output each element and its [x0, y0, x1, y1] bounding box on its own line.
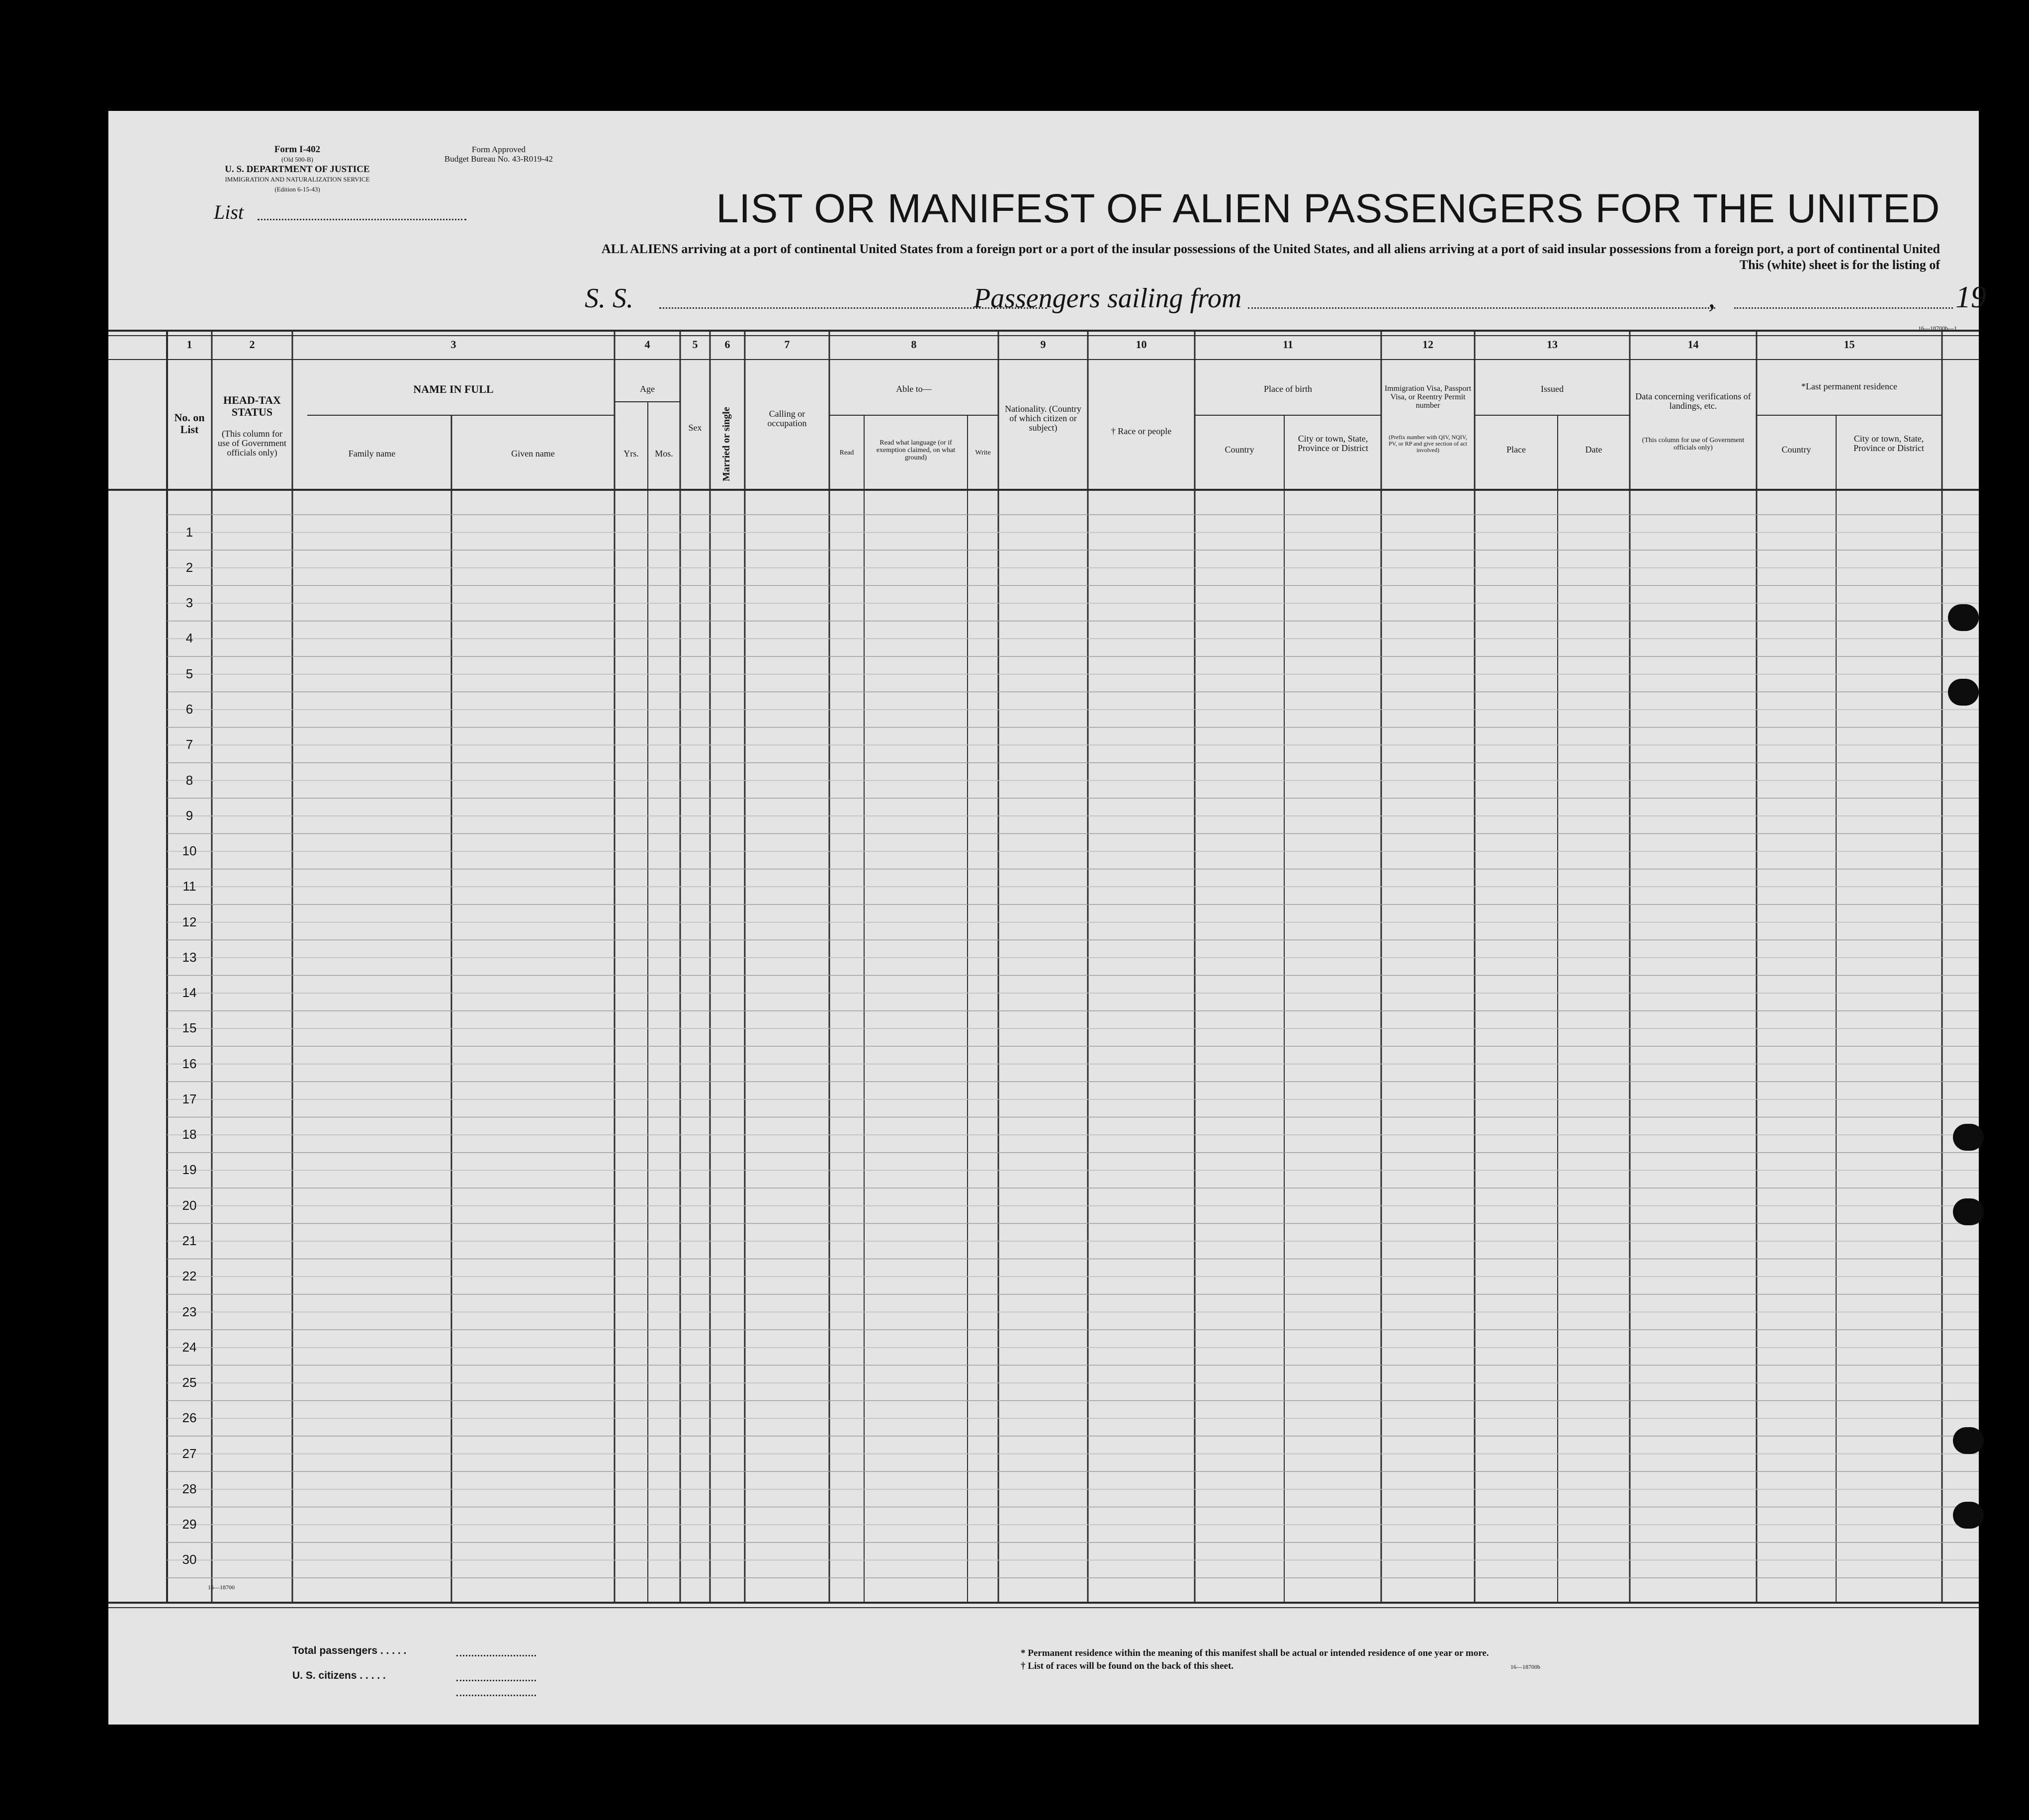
row-number: 3	[185, 595, 193, 611]
header-read: Read	[839, 449, 854, 456]
service-name: IMMIGRATION AND NATURALIZATION SERVICE	[225, 176, 370, 183]
row-number: 2	[185, 559, 193, 575]
row-number: 29	[182, 1517, 197, 1532]
row-number: 5	[185, 666, 193, 681]
print-code-top: 16—18700b—1	[1918, 325, 1957, 332]
punch-hole	[1953, 1124, 1984, 1151]
approved-label: Form Approved	[471, 145, 526, 154]
header-age: Age	[640, 384, 655, 394]
column-number-15: 15	[1844, 338, 1855, 351]
header-married-or-single: Married or single	[721, 407, 732, 481]
header-place-of-birth: Place of birth	[1264, 384, 1312, 394]
manifest-sheet	[108, 111, 1986, 1725]
row-number: 1	[185, 524, 193, 540]
column-number-14: 14	[1687, 338, 1699, 351]
us-citizens-field[interactable]	[456, 1680, 536, 1681]
header-family-name: Family name	[348, 449, 396, 458]
header-age-months: Mos.	[655, 449, 673, 458]
row-number: 4	[185, 631, 193, 646]
form-edition: (Edition 6-15-43)	[274, 185, 320, 193]
ship-label: S. S.	[585, 283, 633, 314]
header-race: † Race or people	[1111, 426, 1172, 436]
row-number: 26	[182, 1410, 197, 1426]
row-number: 19	[182, 1162, 197, 1178]
subtitle-line-2: This (white) sheet is for the listing of	[1739, 258, 1940, 272]
row-number: 15	[182, 1020, 197, 1036]
row-number: 9	[185, 808, 193, 823]
header-no-on-list: No. on List	[174, 411, 205, 436]
header-calling: Calling or occupation	[767, 409, 807, 428]
subtitle-line-1: ALL ALIENS arriving at a port of continental United States from a foreign port or a port of the insular possessions of the United States, and all aliens arriving at a port of said insular possessions from a foreign port, a port of continental United	[601, 242, 1940, 256]
column-number-4: 4	[644, 338, 650, 351]
column-number-13: 13	[1547, 338, 1558, 351]
punch-hole	[1953, 1427, 1984, 1454]
comma-separator: ,	[1708, 283, 1715, 314]
header-issued-place: Place	[1506, 445, 1526, 455]
column-number-7: 7	[784, 338, 790, 351]
form-number: Form I-402	[274, 144, 321, 155]
punch-hole	[1953, 1198, 1984, 1225]
year-label: 19	[1955, 280, 1986, 314]
row-number: 21	[182, 1233, 197, 1248]
header-visa-note: (Prefix number with QIV, NQIV, PV, or RP and give section of act involved)	[1389, 434, 1467, 454]
row-number: 24	[182, 1339, 197, 1355]
us-citizens-label: U. S. citizens . . . . .	[292, 1670, 386, 1681]
row-number: 18	[182, 1127, 197, 1142]
row-number: 22	[182, 1269, 197, 1284]
column-number-2: 2	[249, 338, 255, 351]
header-data-note: (This column for use of Government officials only)	[1642, 437, 1745, 452]
header-issued-date: Date	[1585, 445, 1602, 455]
table-grid	[108, 111, 1979, 1725]
print-code-left: 16—18700	[208, 1584, 235, 1591]
extra-total-field[interactable]	[456, 1695, 536, 1696]
header-visa: Immigration Visa, Passport Visa, or Reentry Permit number	[1384, 384, 1472, 410]
punch-hole	[1948, 679, 1979, 706]
page-title: LIST OR MANIFEST OF ALIEN PASSENGERS FOR THE UNITED	[716, 186, 1940, 231]
header-residence-country: Country	[1781, 445, 1811, 455]
column-number-12: 12	[1422, 338, 1433, 351]
column-number-1: 1	[186, 338, 192, 351]
total-passengers-field[interactable]	[456, 1655, 536, 1656]
header-nationality: Nationality. (Country of which citizen or subject)	[1005, 404, 1081, 433]
header-able-to: Able to—	[896, 384, 932, 394]
form-old-number: (Old 500-B)	[281, 156, 313, 163]
header-given-name: Given name	[511, 449, 555, 458]
header-read-language: Read what language (or if exemption claimed, on what ground)	[876, 439, 956, 461]
row-number: 13	[182, 949, 197, 965]
column-number-10: 10	[1136, 338, 1147, 351]
total-passengers-label: Total passengers . . . . .	[292, 1645, 407, 1656]
header-data-concerning: Data concerning verifications of landings, etc.	[1635, 391, 1751, 411]
column-number-3: 3	[450, 338, 456, 351]
row-number: 12	[182, 914, 197, 929]
row-number: 25	[182, 1375, 197, 1390]
row-number: 11	[182, 879, 196, 894]
row-number: 10	[182, 843, 197, 859]
row-number: 17	[182, 1091, 197, 1106]
list-label: List	[214, 201, 244, 223]
header-head-tax: HEAD-TAX STATUS	[223, 394, 281, 418]
header-sex: Sex	[688, 423, 702, 433]
footnote-races: † List of races will be found on the back of this sheet.	[1021, 1661, 1234, 1671]
row-number: 27	[182, 1446, 197, 1461]
row-number: 16	[182, 1056, 197, 1071]
column-number-11: 11	[1283, 338, 1293, 351]
column-number-8: 8	[911, 338, 917, 351]
header-name-in-full: NAME IN FULL	[413, 383, 494, 395]
row-number: 30	[182, 1552, 197, 1567]
header-issued: Issued	[1541, 384, 1564, 394]
column-number-5: 5	[692, 338, 698, 351]
budget-number: Budget Bureau No. 43-R019-42	[444, 154, 553, 164]
column-number-6: 6	[724, 338, 730, 351]
header-age-years: Yrs.	[623, 449, 639, 458]
header-residence-city: City or town, State, Province or District	[1853, 434, 1924, 453]
row-number: 6	[185, 701, 193, 717]
row-number: 7	[185, 737, 193, 752]
row-number: 20	[182, 1197, 197, 1213]
footnote-permanent-residence: * Permanent residence within the meaning of this manifest shall be actual or intended residence of one year or more.	[1021, 1648, 1489, 1658]
row-number: 8	[185, 772, 193, 788]
row-number: 28	[182, 1481, 197, 1496]
row-number: 14	[182, 985, 197, 1001]
department-name: U. S. DEPARTMENT OF JUSTICE	[225, 164, 370, 175]
header-write: Write	[975, 449, 991, 456]
row-number: 23	[182, 1304, 197, 1319]
column-number-9: 9	[1040, 338, 1046, 351]
punch-hole	[1953, 1502, 1984, 1529]
header-head-tax-note: (This column for use of Government officials only)	[218, 429, 286, 457]
header-birth-country: Country	[1225, 445, 1254, 455]
row-rules	[167, 515, 1979, 1578]
punch-hole	[1948, 604, 1979, 631]
header-birth-city: City or town, State, Province or District	[1298, 434, 1368, 453]
footnote-print-code: 16—18700b	[1510, 1663, 1540, 1670]
header-last-residence: *Last permanent residence	[1801, 381, 1897, 391]
sailing-from-label: Passengers sailing from	[973, 283, 1242, 314]
